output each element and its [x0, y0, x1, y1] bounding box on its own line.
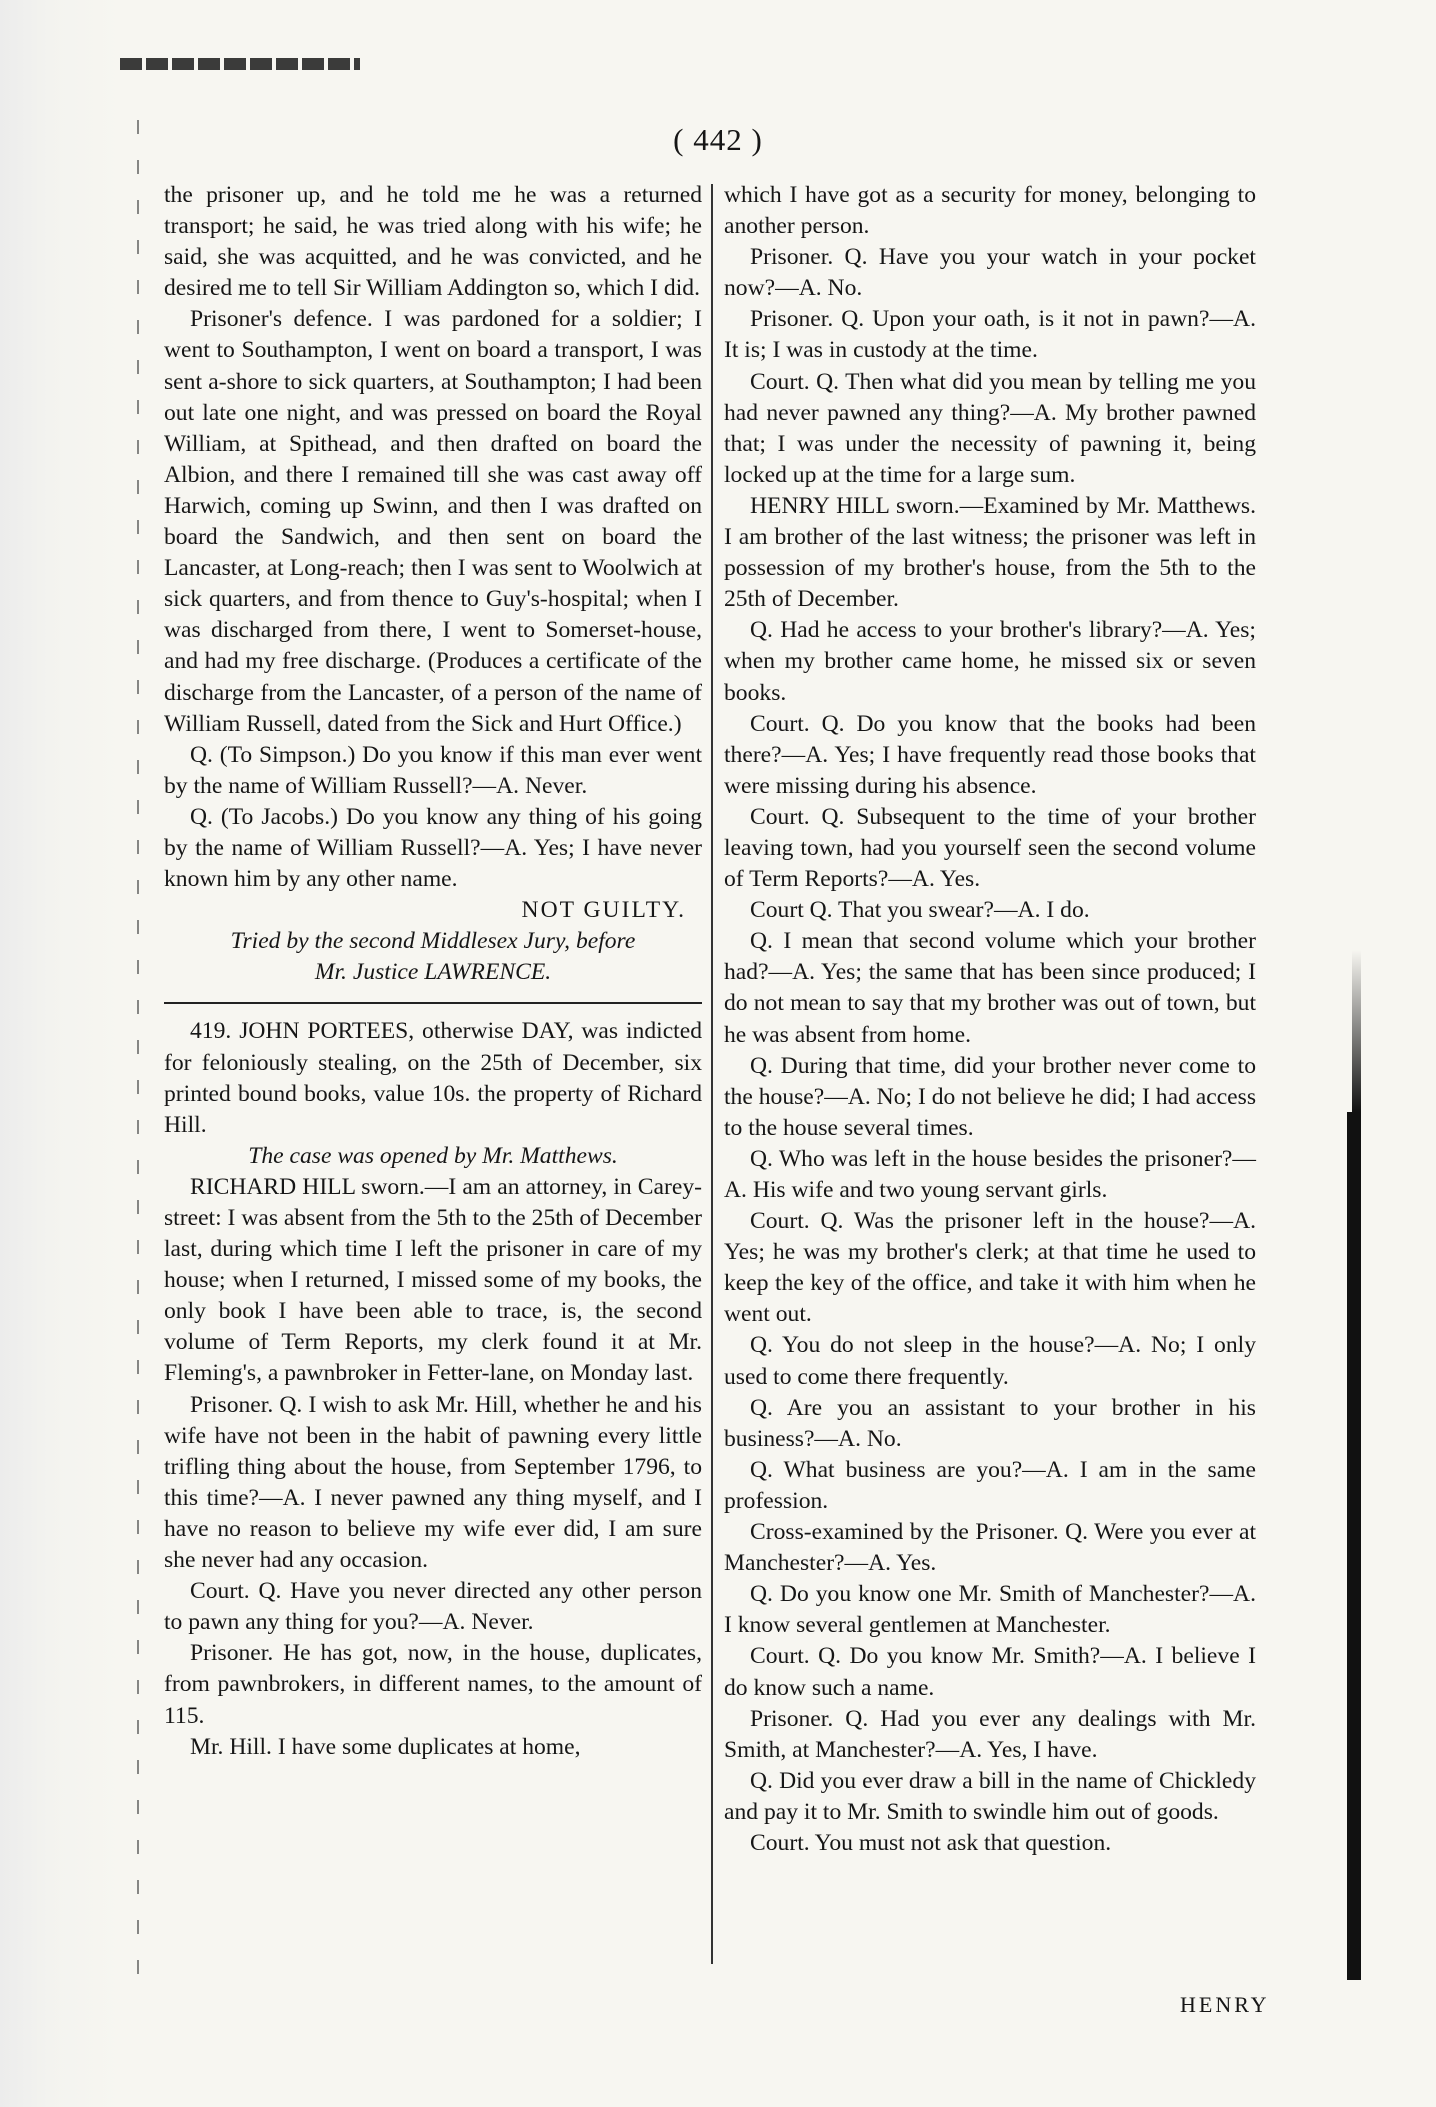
catchword: HENRY [1180, 1992, 1270, 2017]
right-column [724, 180, 1256, 1859]
paragraph: Q. What business are you?—A. I am in the same profession. [724, 1456, 1256, 1514]
paragraph: Prisoner. He has got, now, in the house, duplicates, from pawnbrokers, in different names, to the amount of 115. [164, 1640, 702, 1729]
paragraph: which I have got as a security for money, belonging to another person. [724, 182, 1256, 240]
paragraph: Q. Did you ever draw a bill in the name of Chickledy and pay it to Mr. Smith to swindle him out of goods. [724, 1767, 1256, 1825]
paragraph: Court. Q. Was the prisoner left in the house?—A. Yes; he was my brother's clerk; at that time he used to keep the key of the office, and take it with him when he went out. [724, 1208, 1256, 1328]
case-heading: 419. JOHN PORTEES, otherwise DAY, was indicted for feloniously stealing, on the 25th of December, six printed bound books, value 10s. the property of Richard Hill. [164, 1018, 702, 1138]
paragraph: Q. During that time, did your brother never come to the house?—A. No; I do not believe he did; I had access to the house several times. [724, 1052, 1257, 1141]
page-number: ( 442 ) [673, 122, 763, 157]
paragraph: Q. (To Simpson.) Do you know if this man ever went by the name of William Russell?—A. Never. [164, 741, 702, 799]
scan-margin-shadow [0, 0, 120, 2107]
paragraph: Court. Q. Have you never directed any other person to pawn any thing for you?—A. Never. [164, 1578, 702, 1636]
paragraph: Q. Do you know one Mr. Smith of Manchester?—A. I know several gentlemen at Manchester. [724, 1581, 1256, 1639]
paragraph: Cross-examined by the Prisoner. Q. Were you ever at Manchester?—A. Yes. [724, 1519, 1256, 1577]
section-rule [164, 1002, 702, 1004]
paragraph: Prisoner's defence. I was pardoned for a soldier; I went to Southampton, I went on board a transport, I was sent a-shore to sick quarters, at Southampton; I had been out late one night, and was pressed on board the Royal William, at Spithead, and then drafted on board the Albion, and there I remained till she was cast away off Harwich, coming up Swinn, and then I was drafted on board the Sandwich, and then sent on board the Lancaster, at Long-reach; then I was sent to Woolwich at sick quarters, and from thence to Guy's-hospital; when I was discharged from there, I went to Somerset-house, and had my free discharge. (Produces a certificate of the discharge from the Lancaster, of a person of the name of William Russell, dated from the Sick and Hurt Office.) [164, 306, 702, 737]
case-opened-note: The case was opened by Mr. Matthews. [248, 1142, 618, 1169]
paragraph: Court Q. That you swear?—A. I do. [750, 897, 1090, 924]
paragraph: RICHARD HILL sworn.—I am an attorney, in Carey-street: I was absent from the 5th to the 25th of December last, during which time I left the prisoner in care of my house; when I returned, I missed some of my books, the only book I have been able to trace, is, the second volume of Term Reports, my clerk found it at Mr. Fleming's, a pawnbroker in Fetter-lane, on Monday last. [164, 1173, 702, 1387]
paragraph: Court. Q. Subsequent to the time of your brother leaving town, had you yourself seen the second volume of Term Reports?—A. Yes. [724, 803, 1256, 893]
left-column [164, 180, 702, 1763]
trial-note: Tried by the second Middlesex Jury, before [230, 928, 636, 955]
verdict: NOT GUILTY. [521, 897, 686, 924]
paragraph: Court. Q. Do you know that the books had been there?—A. Yes; I have frequently read those books that were missing during his absence. [724, 710, 1256, 799]
scan-right-edge-bar [1347, 1112, 1361, 1980]
scan-edge-marks [120, 58, 360, 70]
paragraph: Prisoner. Q. I wish to ask Mr. Hill, whether he and his wife have not been in the habit of pawning every little trifling thing about the house, from September 1796, to this time?—A. I never pawned any thing myself, and I have no reason to believe my wife ever did, I am sure she never had any occasion. [164, 1391, 702, 1574]
paragraph: Prisoner. Q. Had you ever any dealings with Mr. Smith, at Manchester?—A. Yes, I have. [724, 1705, 1256, 1763]
paragraph: the prisoner up, and he told me he was a returned transport; he said, he was tried along with his wife; he said, she was acquitted, and he was convicted, and he desired me to tell Sir William Addington so, which I did. [164, 182, 702, 302]
paragraph: Q. Who was left in the house besides the prisoner?—A. His wife and two young servant girls. [724, 1145, 1256, 1203]
binding-spine-marks [137, 120, 139, 2000]
paragraph: HENRY HILL sworn.—Examined by Mr. Matthews. I am brother of the last witness; the prisoner was left in possession of my brother's house, from the 5th to the 25th of December. [724, 492, 1256, 613]
column-divider [711, 184, 713, 1964]
scan-right-edge-fade [1352, 950, 1361, 1112]
paragraph: Court. You must not ask that question. [750, 1829, 1112, 1856]
paragraph: Q. (To Jacobs.) Do you know any thing of his going by the name of William Russell?—A. Yes; I have never known him by any other name. [164, 803, 702, 893]
paragraph: Q. Had he access to your brother's library?—A. Yes; when my brother came home, he missed six or seven books. [724, 617, 1256, 706]
paragraph: Prisoner. Q. Have you your watch in your pocket now?—A. No. [724, 244, 1256, 302]
paragraph: Q. You do not sleep in the house?—A. No; I only used to come there frequently. [724, 1332, 1256, 1390]
paragraph: Prisoner. Q. Upon your oath, is it not in pawn?—A. It is; I was in custody at the time. [724, 306, 1256, 364]
paragraph: Q. Are you an assistant to your brother in his business?—A. No. [724, 1394, 1256, 1452]
paragraph: Court. Q. Do you know Mr. Smith?—A. I believe I do know such a name. [724, 1643, 1256, 1701]
paragraph: Court. Q. Then what did you mean by telling me you had never pawned any thing?—A. My brother pawned that; I was under the necessity of pawning it, being locked up at the time for a large sum. [724, 368, 1256, 488]
paragraph: Mr. Hill. I have some duplicates at home, [190, 1733, 581, 1760]
judge-line: Mr. Justice LAWRENCE. [314, 959, 552, 986]
paragraph: Q. I mean that second volume which your brother had?—A. Yes; the same that has been since produced; I do not mean to say that my brother was out of town, but he was absent from home. [724, 928, 1256, 1048]
